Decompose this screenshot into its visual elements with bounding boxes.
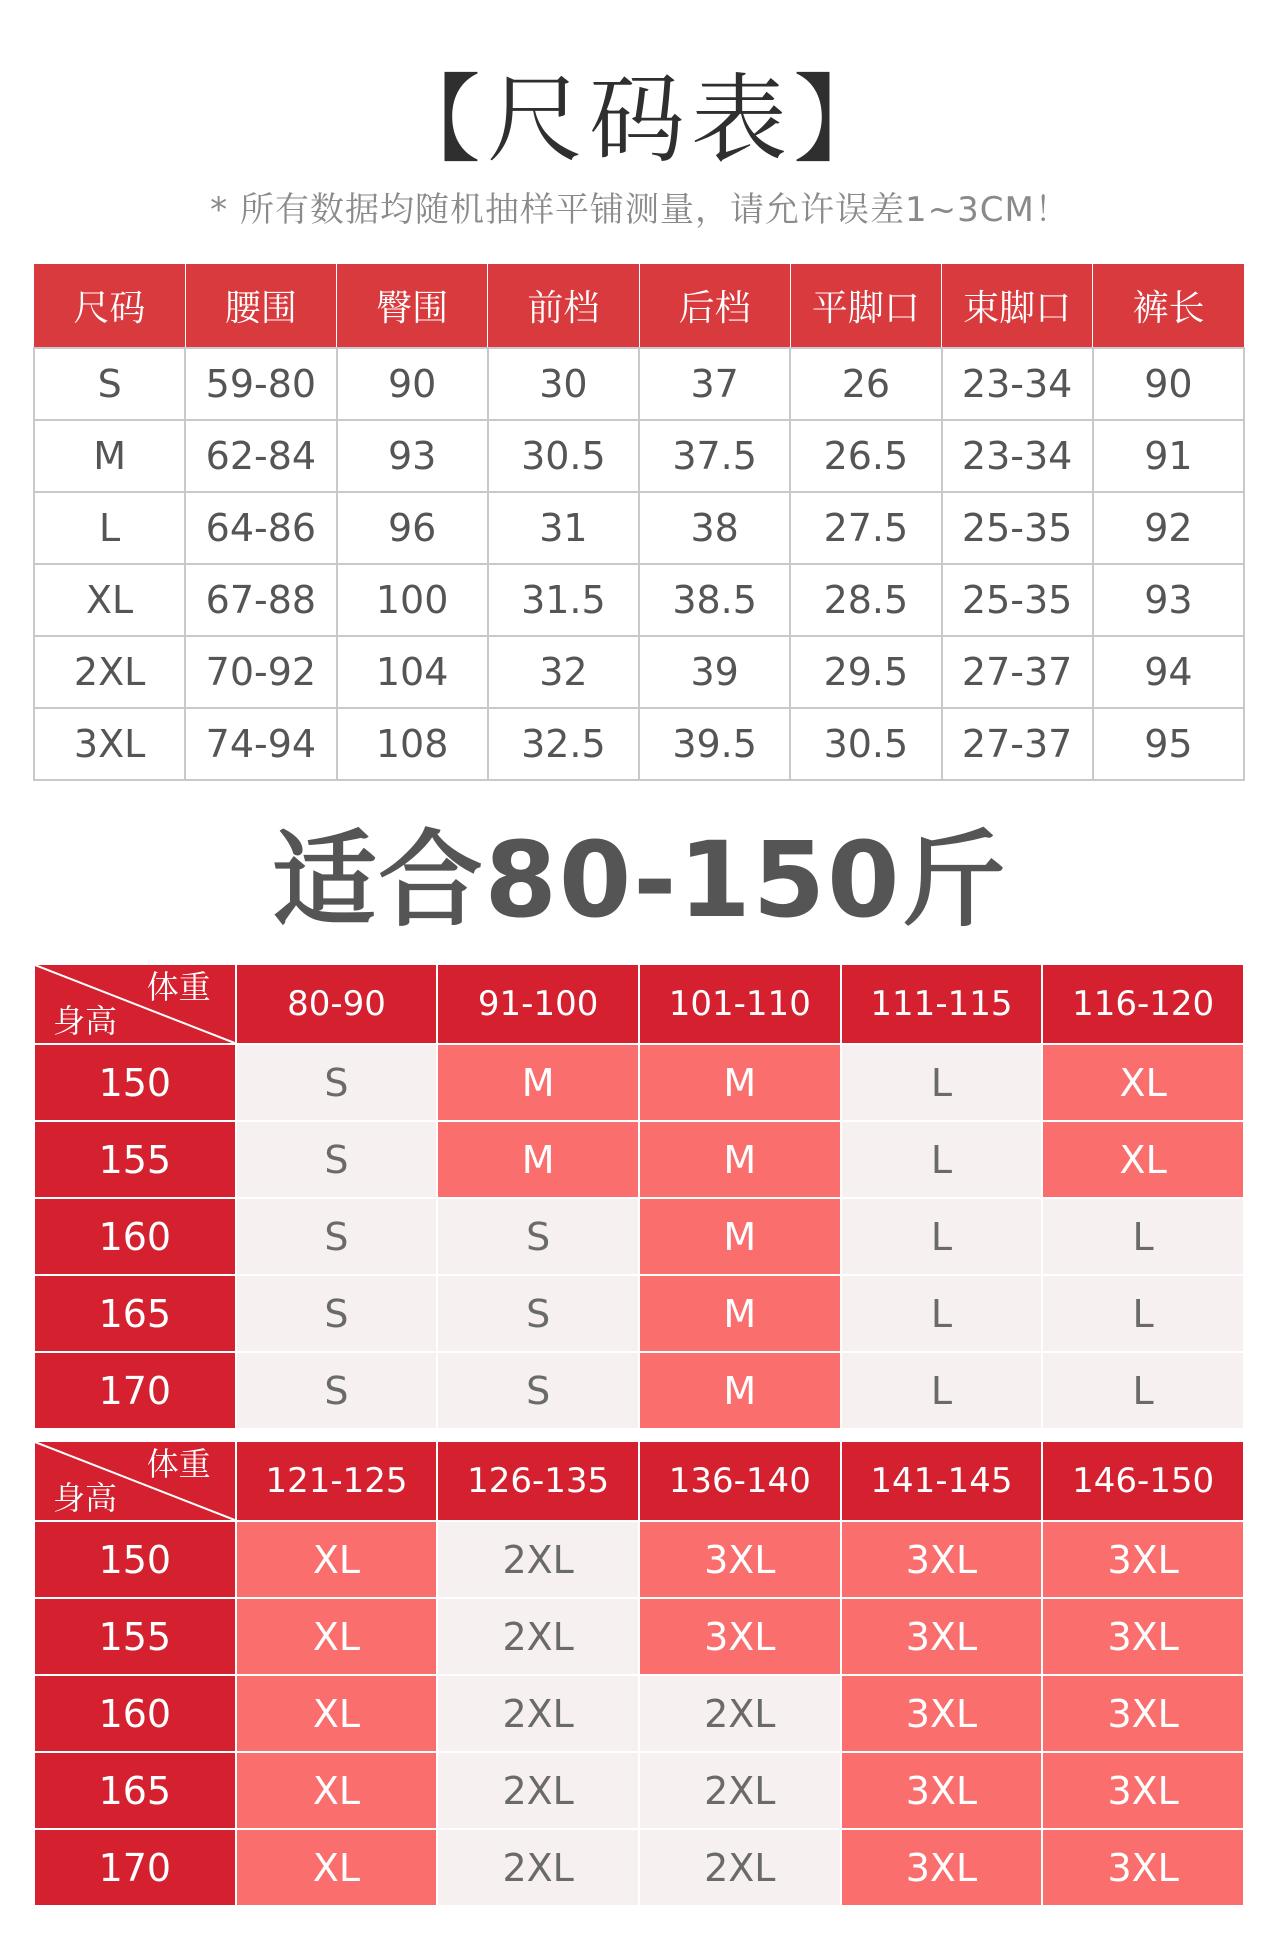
- height-row: [34, 1521, 1244, 1598]
- measurement-cell: 90: [337, 348, 488, 420]
- measurement-cell: 27-37: [942, 636, 1093, 708]
- size-recommendation-cell: S: [437, 1352, 639, 1429]
- size-row: [34, 636, 1244, 708]
- height-label: 160: [34, 1198, 236, 1275]
- size-row: [34, 492, 1244, 564]
- measurement-note: * 所有数据均随机抽样平铺测量，请允许误差1~3CM！: [210, 190, 1070, 230]
- size-recommendation-cell: 3XL: [841, 1521, 1043, 1598]
- size-recommendation-cell: M: [639, 1352, 841, 1429]
- size-recommendation-cell: XL: [236, 1521, 438, 1598]
- size-recommendation-cell: M: [437, 1044, 639, 1121]
- measurement-cell: 91: [1093, 420, 1244, 492]
- size-recommendation-cell: L: [841, 1275, 1043, 1352]
- measurement-cell: 93: [337, 420, 488, 492]
- size-recommendation-cell: XL: [236, 1675, 438, 1752]
- size-recommendation-cell: S: [236, 1275, 438, 1352]
- weight-range-header: 101-110: [639, 964, 841, 1044]
- size-recommendation-cell: 2XL: [639, 1752, 841, 1829]
- measurement-cell: 64-86: [185, 492, 336, 564]
- size-recommendation-cell: 2XL: [639, 1829, 841, 1906]
- height-label: 170: [34, 1352, 236, 1429]
- col-header-cuffed-hem: 束脚口: [942, 264, 1093, 348]
- weight-height-grid-1: [33, 963, 1245, 1430]
- size-recommendation-cell: 3XL: [1042, 1829, 1244, 1906]
- size-recommendation-cell: XL: [236, 1598, 438, 1675]
- measurement-cell: 38.5: [639, 564, 790, 636]
- weight-range-header: 116-120: [1042, 964, 1244, 1044]
- corner-height-label: 身高: [53, 1479, 118, 1517]
- measurement-cell: 27-37: [942, 708, 1093, 780]
- height-row: [34, 1198, 1244, 1275]
- page-title: 【尺码表】: [385, 64, 895, 176]
- measurement-cell: 62-84: [185, 420, 336, 492]
- measurement-cell: 94: [1093, 636, 1244, 708]
- size-recommendation-cell: 3XL: [841, 1675, 1043, 1752]
- size-recommendation-cell: XL: [236, 1752, 438, 1829]
- size-recommendation-cell: XL: [236, 1829, 438, 1906]
- size-recommendation-cell: S: [236, 1044, 438, 1121]
- col-header-hip: 臀围: [337, 264, 488, 348]
- col-header-size: 尺码: [34, 264, 185, 348]
- height-label: 170: [34, 1829, 236, 1906]
- size-recommendation-cell: 3XL: [841, 1829, 1043, 1906]
- measurement-cell: 26.5: [790, 420, 941, 492]
- measurement-cell: 108: [337, 708, 488, 780]
- size-recommendation-cell: 2XL: [437, 1752, 639, 1829]
- measurement-cell: 32: [488, 636, 639, 708]
- size-recommendation-cell: 3XL: [1042, 1521, 1244, 1598]
- size-row: [34, 420, 1244, 492]
- size-recommendation-cell: S: [437, 1275, 639, 1352]
- size-label-cell: XL: [34, 564, 185, 636]
- height-row: [34, 1275, 1244, 1352]
- measurement-cell: 92: [1093, 492, 1244, 564]
- col-header-length: 裤长: [1093, 264, 1244, 348]
- measurement-cell: 30.5: [790, 708, 941, 780]
- measurement-cell: 67-88: [185, 564, 336, 636]
- size-recommendation-cell: L: [841, 1352, 1043, 1429]
- size-row: [34, 708, 1244, 780]
- measurement-cell: 23-34: [942, 420, 1093, 492]
- measurement-cell: 23-34: [942, 348, 1093, 420]
- weight-range-header: 121-125: [236, 1441, 438, 1521]
- measurement-cell: 95: [1093, 708, 1244, 780]
- measurement-cell: 39: [639, 636, 790, 708]
- corner-height-label: 身高: [53, 1002, 118, 1040]
- measurement-cell: 26: [790, 348, 941, 420]
- size-recommendation-cell: 3XL: [639, 1521, 841, 1598]
- measurement-cell: 29.5: [790, 636, 941, 708]
- height-row: [34, 1352, 1244, 1429]
- size-row: [34, 348, 1244, 420]
- measurement-cell: 74-94: [185, 708, 336, 780]
- measurement-cell: 96: [337, 492, 488, 564]
- measurement-cell: 28.5: [790, 564, 941, 636]
- size-recommendation-cell: 2XL: [437, 1598, 639, 1675]
- size-row: [34, 564, 1244, 636]
- size-recommendation-cell: XL: [1042, 1121, 1244, 1198]
- measurement-cell: 30: [488, 348, 639, 420]
- height-row: [34, 1044, 1244, 1121]
- height-label: 155: [34, 1121, 236, 1198]
- measurement-cell: 59-80: [185, 348, 336, 420]
- size-recommendation-cell: M: [639, 1044, 841, 1121]
- size-chart-table: [33, 264, 1245, 781]
- size-recommendation-cell: M: [437, 1121, 639, 1198]
- measurement-cell: 30.5: [488, 420, 639, 492]
- height-row: [34, 1752, 1244, 1829]
- corner-weight-label: 体重: [146, 1445, 211, 1483]
- grid-header-row: [34, 964, 1244, 1044]
- size-recommendation-cell: 2XL: [437, 1675, 639, 1752]
- size-label-cell: L: [34, 492, 185, 564]
- measurement-cell: 70-92: [185, 636, 336, 708]
- measurement-cell: 25-35: [942, 492, 1093, 564]
- size-label-cell: S: [34, 348, 185, 420]
- size-recommendation-cell: 3XL: [1042, 1752, 1244, 1829]
- weight-height-grid-2: [33, 1440, 1245, 1907]
- grid-header-row: [34, 1441, 1244, 1521]
- size-recommendation-cell: 3XL: [841, 1752, 1043, 1829]
- size-recommendation-cell: 3XL: [1042, 1598, 1244, 1675]
- fit-range-heading: 适合80-150斤: [272, 819, 1008, 941]
- measurement-cell: 104: [337, 636, 488, 708]
- col-header-waist: 腰围: [185, 264, 336, 348]
- corner-weight-label: 体重: [146, 968, 211, 1006]
- grid-corner-cell: [34, 964, 236, 1044]
- col-header-back-rise: 后档: [639, 264, 790, 348]
- col-header-straight-hem: 平脚口: [790, 264, 941, 348]
- measurement-cell: 32.5: [488, 708, 639, 780]
- height-label: 160: [34, 1675, 236, 1752]
- size-recommendation-cell: S: [236, 1121, 438, 1198]
- measurement-cell: 38: [639, 492, 790, 564]
- weight-range-header: 141-145: [841, 1441, 1043, 1521]
- height-row: [34, 1598, 1244, 1675]
- measurement-cell: 90: [1093, 348, 1244, 420]
- size-recommendation-cell: S: [437, 1198, 639, 1275]
- size-label-cell: 2XL: [34, 636, 185, 708]
- measurement-cell: 39.5: [639, 708, 790, 780]
- size-recommendation-cell: M: [639, 1121, 841, 1198]
- size-chart-header-row: [34, 264, 1244, 348]
- col-header-front-rise: 前档: [488, 264, 639, 348]
- measurement-cell: 100: [337, 564, 488, 636]
- size-recommendation-cell: L: [1042, 1352, 1244, 1429]
- weight-range-header: 91-100: [437, 964, 639, 1044]
- measurement-cell: 37: [639, 348, 790, 420]
- size-recommendation-cell: 3XL: [841, 1598, 1043, 1675]
- size-recommendation-cell: L: [841, 1044, 1043, 1121]
- grid-corner-cell: [34, 1441, 236, 1521]
- size-label-cell: 3XL: [34, 708, 185, 780]
- measurement-cell: 25-35: [942, 564, 1093, 636]
- size-recommendation-cell: S: [236, 1198, 438, 1275]
- measurement-cell: 93: [1093, 564, 1244, 636]
- size-label-cell: M: [34, 420, 185, 492]
- size-recommendation-cell: L: [841, 1198, 1043, 1275]
- measurement-cell: 27.5: [790, 492, 941, 564]
- size-recommendation-cell: S: [236, 1352, 438, 1429]
- measurement-cell: 37.5: [639, 420, 790, 492]
- measurement-cell: 31.5: [488, 564, 639, 636]
- size-recommendation-cell: 3XL: [639, 1598, 841, 1675]
- size-recommendation-cell: L: [1042, 1198, 1244, 1275]
- size-recommendation-cell: L: [841, 1121, 1043, 1198]
- size-recommendation-cell: 2XL: [639, 1675, 841, 1752]
- weight-range-header: 80-90: [236, 964, 438, 1044]
- size-recommendation-cell: 2XL: [437, 1829, 639, 1906]
- height-row: [34, 1121, 1244, 1198]
- height-label: 155: [34, 1598, 236, 1675]
- height-row: [34, 1675, 1244, 1752]
- size-recommendation-cell: L: [1042, 1275, 1244, 1352]
- measurement-cell: 31: [488, 492, 639, 564]
- weight-range-header: 136-140: [639, 1441, 841, 1521]
- weight-range-header: 146-150: [1042, 1441, 1244, 1521]
- size-recommendation-cell: M: [639, 1275, 841, 1352]
- size-recommendation-cell: 3XL: [1042, 1675, 1244, 1752]
- weight-range-header: 111-115: [841, 964, 1043, 1044]
- size-recommendation-cell: XL: [1042, 1044, 1244, 1121]
- height-row: [34, 1829, 1244, 1906]
- size-recommendation-cell: M: [639, 1198, 841, 1275]
- height-label: 150: [34, 1044, 236, 1121]
- weight-range-header: 126-135: [437, 1441, 639, 1521]
- height-label: 165: [34, 1752, 236, 1829]
- height-label: 165: [34, 1275, 236, 1352]
- height-label: 150: [34, 1521, 236, 1598]
- size-recommendation-cell: 2XL: [437, 1521, 639, 1598]
